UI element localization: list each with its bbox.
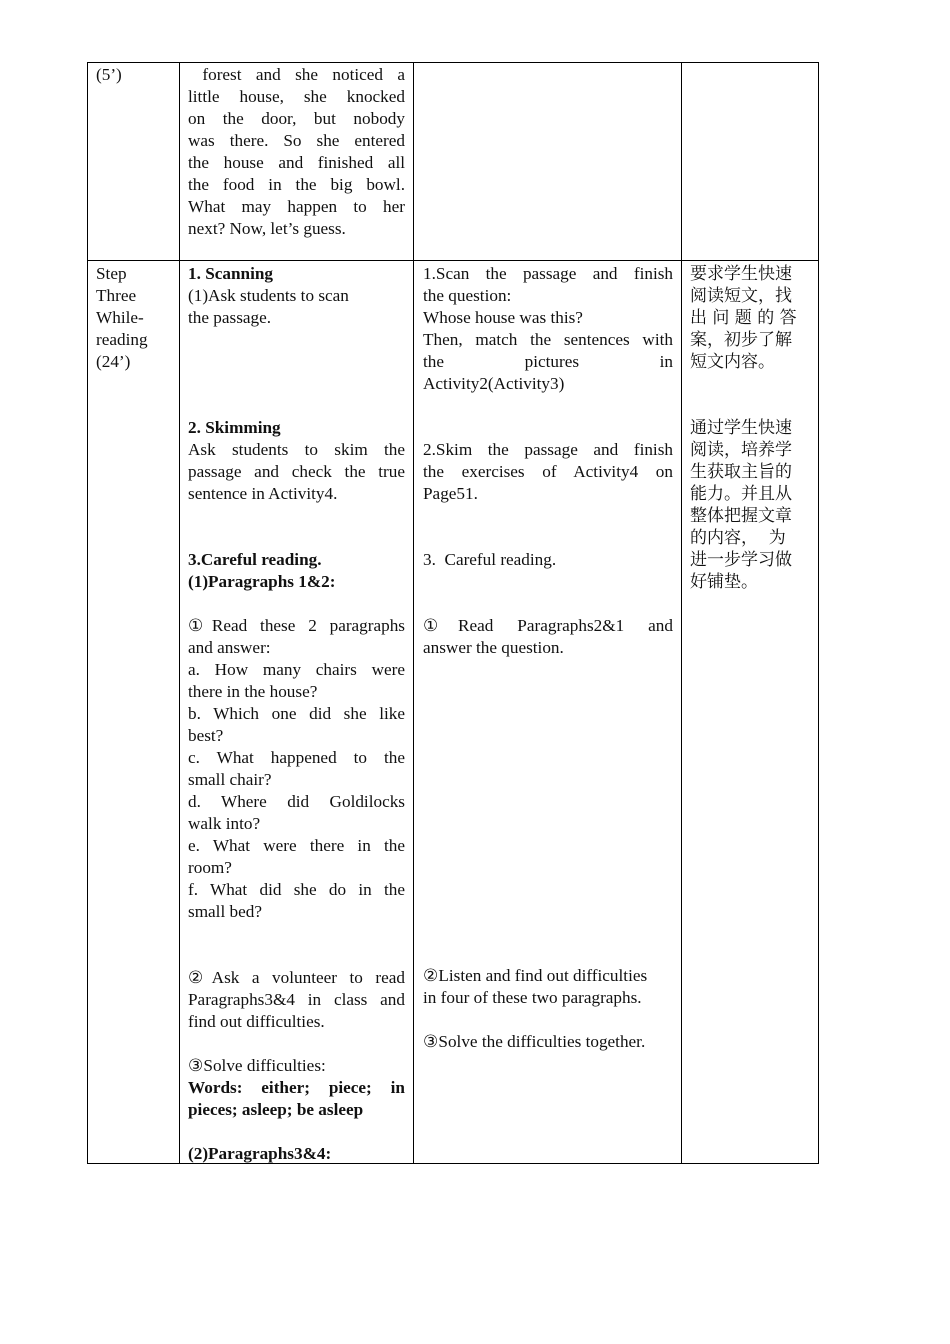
purpose-line: 的内容， 为 xyxy=(690,528,786,548)
text-line: What may happen to her xyxy=(188,197,405,216)
words-line: Words: either; piece; in xyxy=(188,1078,405,1097)
student-listen-block xyxy=(423,965,675,1009)
text-line: find out difficulties. xyxy=(188,1012,325,1031)
question-line: f. What did she do in the xyxy=(188,880,405,899)
text-line: forest and she noticed a xyxy=(188,65,405,84)
col-border-3 xyxy=(681,62,682,1164)
col-border-2 xyxy=(413,62,414,1164)
step-line: While- xyxy=(96,308,144,327)
purpose-line: 整体把握文章 xyxy=(690,506,792,526)
question-line: small bed? xyxy=(188,902,262,921)
text-line: Then, match the sentences with xyxy=(423,330,673,349)
text-line: sentence in Activity4. xyxy=(188,484,338,503)
text-line: next? Now, let’s guess. xyxy=(188,219,346,238)
step-line: Step xyxy=(96,264,127,283)
text-line: Whose house was this? xyxy=(423,308,583,327)
paragraphs-1-2-heading: (1)Paragraphs 1&2: xyxy=(188,572,336,591)
text-line: 1.Scan the passage and finish xyxy=(423,264,673,283)
question-line: b. Which one did she like xyxy=(188,704,405,723)
text-line: ①Read these 2 paragraphs xyxy=(188,616,405,635)
text-line: the pictures in xyxy=(423,352,673,371)
text-line: Paragraphs3&4 in class and xyxy=(188,990,405,1009)
careful-reading-heading: 3.Careful reading. xyxy=(188,550,322,569)
text-line: 2.Skim the passage and finish xyxy=(423,440,673,459)
col-border-left xyxy=(87,62,88,1164)
purpose-line: 案，初步了解 xyxy=(690,330,792,350)
text-line: was there. So she entered xyxy=(188,131,405,150)
skimming-heading: 2. Skimming xyxy=(188,418,281,437)
student-careful-reading: 3. Careful reading. xyxy=(423,550,557,569)
purpose-block-2 xyxy=(690,417,810,593)
row1-teacher-activity xyxy=(188,64,405,240)
step-label xyxy=(96,263,176,373)
purpose-line: 阅读短文，找 xyxy=(690,286,792,306)
purpose-line: 阅读，培养学 xyxy=(690,440,792,460)
purpose-line: 进一步学习做 xyxy=(690,550,792,570)
question-line: small chair? xyxy=(188,770,272,789)
text-line: the question: xyxy=(423,286,512,305)
col-border-1 xyxy=(179,62,180,1164)
text-line: the passage. xyxy=(188,308,272,327)
question-line: walk into? xyxy=(188,814,261,833)
purpose-line: 生获取主旨的 xyxy=(690,462,792,482)
student-read-block xyxy=(423,615,673,659)
lesson-plan-table xyxy=(87,62,819,1164)
col-border-right xyxy=(818,62,819,1164)
row-divider xyxy=(87,260,819,261)
text-line: answer the question. xyxy=(423,638,564,657)
solve-difficulties-block xyxy=(188,1055,405,1121)
careful-reading-heading-block xyxy=(188,549,405,593)
text-line: Page51. xyxy=(423,484,478,503)
scanning-block xyxy=(188,263,405,329)
purpose-line: 短文内容。 xyxy=(690,352,775,372)
question-line: room? xyxy=(188,858,232,877)
text-line: ②Listen and find out difficulties xyxy=(423,966,648,985)
text-line: Activity2(Activity3) xyxy=(423,374,565,393)
text-line: ③Solve difficulties: xyxy=(188,1056,326,1075)
text-line: passage and check the true xyxy=(188,462,405,481)
questions-block xyxy=(188,615,405,923)
volunteer-block xyxy=(188,967,405,1033)
text-line: on the door, but nobody xyxy=(188,109,405,128)
text-line: (1)Ask students to scan xyxy=(188,286,349,305)
paragraphs-3-4-heading: (2)Paragraphs3&4: xyxy=(188,1144,332,1163)
student-scan-block xyxy=(423,263,673,395)
purpose-block-1 xyxy=(690,263,810,373)
purpose-line: 要求学生快速 xyxy=(690,264,792,284)
skimming-block xyxy=(188,417,405,505)
table-top-border xyxy=(87,62,819,63)
question-line: c. What happened to the xyxy=(188,748,405,767)
text-line: the exercises of Activity4 on xyxy=(423,462,673,481)
question-line: best? xyxy=(188,726,224,745)
purpose-line: 能力。并且从 xyxy=(690,484,792,504)
paragraphs-3-4-heading-block xyxy=(188,1143,405,1165)
question-line: d. Where did Goldilocks xyxy=(188,792,405,811)
purpose-line: 好铺垫。 xyxy=(690,572,758,592)
text-line: the food in the big bowl. xyxy=(188,175,405,194)
student-solve-line: ③Solve the difficulties together. xyxy=(423,1032,646,1051)
question-line: e. What were there in the xyxy=(188,836,405,855)
text-line: in four of these two paragraphs. xyxy=(423,988,642,1007)
step-line: reading xyxy=(96,330,148,349)
text-line: ①Read Paragraphs2&1 and xyxy=(423,616,673,635)
student-skim-block xyxy=(423,439,673,505)
row1-time: (5’) xyxy=(96,65,122,84)
text-line: Ask students to skim the xyxy=(188,440,405,459)
purpose-line: 出 问 题 的 答 xyxy=(690,308,797,328)
text-line: and answer: xyxy=(188,638,271,657)
step-line: Three xyxy=(96,286,137,305)
text-line: ②Ask a volunteer to read xyxy=(188,968,405,987)
scanning-heading: 1. Scanning xyxy=(188,264,274,283)
question-line: there in the house? xyxy=(188,682,318,701)
purpose-line: 通过学生快速 xyxy=(690,418,792,438)
words-line: pieces; asleep; be asleep xyxy=(188,1100,364,1119)
question-line: a. How many chairs were xyxy=(188,660,405,679)
step-line: (24’) xyxy=(96,352,131,371)
text-line: the house and finished all xyxy=(188,153,405,172)
text-line: little house, she knocked xyxy=(188,87,405,106)
